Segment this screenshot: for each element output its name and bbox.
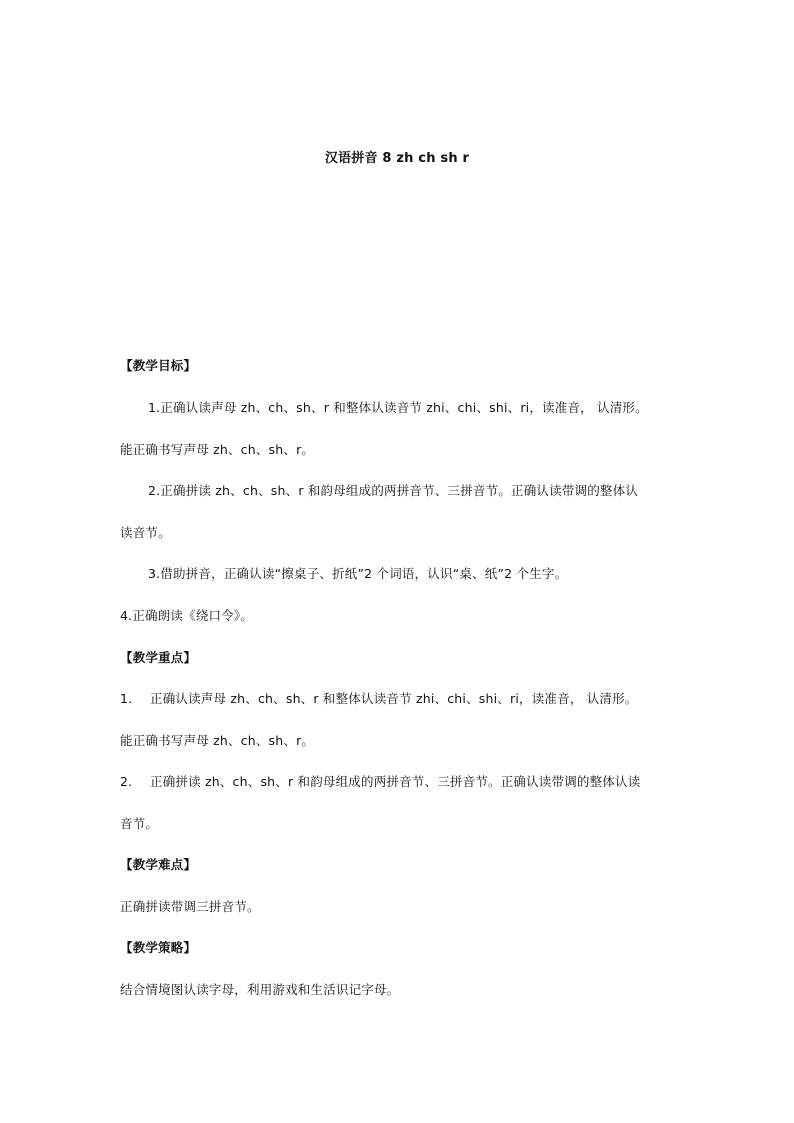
goals-item1-line1: 1.正确认读声母 zh、ch、sh、r 和整体认读音节 zhi、chi、shi、ri，读准音， 认清形。 (148, 400, 648, 415)
page-title: 汉语拼音 8 zh ch sh r (324, 151, 470, 166)
key-points-item2-line2: 音节。 (120, 816, 159, 831)
strategy-text: 结合情境图认读字母，利用游戏和生活识记字母。 (120, 982, 400, 997)
goals-item4-line1: 4.正确朗读《绕口令》。 (120, 608, 254, 623)
goals-item2-line2: 读音节。 (120, 525, 171, 540)
goals-heading: 【教学目标】 (120, 358, 197, 373)
goals-item3-line1: 3.借助拼音，正确认读“擦桌子、折纸”2 个词语，认识“桌、纸”2 个生字。 (148, 566, 568, 581)
goals-item2-line1: 2.正确拼读 zh、ch、sh、r 和韵母组成的两拼音节、三拼音节。正确认读带调的整体认 (148, 483, 639, 498)
difficulties-heading: 【教学难点】 (120, 857, 197, 872)
key-points-item2-text: 正确拼读 zh、ch、sh、r 和韵母组成的两拼音节、三拼音节。正确认读带调的整体认读 (150, 774, 641, 789)
goals-item1-line2: 能正确书写声母 zh、ch、sh、r。 (120, 442, 315, 457)
difficulties-text: 正确拼读带调三拼音节。 (120, 899, 260, 914)
key-points-item1-number: 1. (120, 691, 133, 706)
key-points-heading: 【教学重点】 (120, 650, 197, 665)
key-points-item2-line1 (120, 773, 640, 791)
key-points-item2-number: 2. (120, 774, 133, 789)
strategy-heading: 【教学策略】 (120, 940, 197, 955)
key-points-item1-line1 (120, 690, 638, 708)
key-points-item1-line2: 能正确书写声母 zh、ch、sh、r。 (120, 733, 315, 748)
key-points-item1-text: 正确认读声母 zh、ch、sh、r 和整体认读音节 zhi、chi、shi、ri，读准音， 认清形。 (150, 691, 638, 706)
